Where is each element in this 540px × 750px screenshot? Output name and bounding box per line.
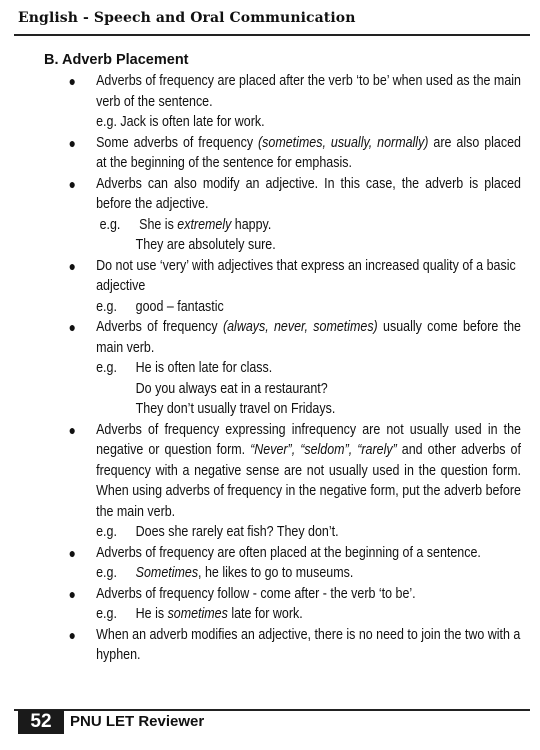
- list-item: [60, 543, 521, 584]
- example: [96, 604, 521, 625]
- header-divider: [14, 34, 530, 36]
- example-text: Jack is often late for work.: [120, 114, 265, 130]
- example: [96, 563, 521, 584]
- footer-divider: [14, 709, 530, 711]
- example: [96, 215, 521, 236]
- example-text: He is often late for class.: [135, 360, 273, 376]
- page-number: 52: [18, 710, 64, 734]
- example: [96, 358, 521, 379]
- footer-title: PNU LET Reviewer: [70, 713, 205, 730]
- example-text: She is: [139, 216, 178, 233]
- item-text: Adverbs of frequency are often placed at the beginning of a sentence.: [96, 544, 481, 561]
- item-text: [96, 133, 521, 174]
- example: [96, 112, 521, 133]
- example-text: , he likes to go to museums.: [198, 565, 354, 581]
- example-label: e.g.: [99, 216, 121, 233]
- list-item: [60, 584, 521, 625]
- example-text: good – fantastic: [135, 298, 224, 315]
- example-italic: sometimes: [167, 606, 228, 622]
- item-text-part: Adverbs of frequency expressing infrequency are not usually used in the negative or question form.: [96, 421, 521, 458]
- list-item: [60, 174, 521, 256]
- list-item: [60, 625, 521, 666]
- example-label: e.g.: [96, 114, 117, 130]
- item-text: Do not use ‘very’ with adjectives that express an increased quality of a basic adjective: [96, 257, 516, 294]
- item-text-italic: “Never”, “seldom”, “rarely”: [250, 442, 397, 458]
- item-text: Adverbs of frequency are placed after the verb ‘to be’ when used as the main verb of the sentence.: [96, 73, 521, 110]
- item-text-part: are also placed at the beginning of the sentence for emphasis.: [96, 134, 521, 171]
- bullet-icon: ●: [68, 421, 76, 438]
- list-item: [60, 133, 521, 174]
- item-text-part: usually come before the main verb.: [96, 319, 521, 356]
- example: [96, 297, 521, 318]
- example-continued: They are absolutely sure.: [135, 237, 276, 253]
- example-label: e.g.: [96, 524, 117, 540]
- item-text: Adverbs can also modify an adjective. In this case, the adverb is placed before the adjective.: [96, 175, 521, 212]
- item-text: [96, 317, 521, 358]
- list-item: [60, 420, 521, 543]
- list-item: [60, 256, 521, 318]
- example-text: He is: [135, 606, 168, 622]
- item-text: When an adverb modifies an adjective, there is no need to join the two with a hyphen.: [96, 626, 521, 663]
- header-title: English - Speech and Oral Communication: [18, 10, 356, 26]
- example-text: Does she rarely eat fish? They don’t.: [135, 524, 339, 540]
- item-text-part: Adverbs of frequency: [96, 319, 223, 335]
- bullet-icon: ●: [68, 319, 76, 335]
- bullet-icon: ●: [68, 73, 76, 89]
- example-italic: extremely: [177, 216, 232, 233]
- example-italic: Sometimes: [135, 565, 199, 581]
- bullet-icon: ●: [68, 626, 76, 643]
- item-text: Adverbs of frequency follow - come after - the verb ‘to be’.: [96, 585, 416, 602]
- item-text-part: and other adverbs of frequency with a negative sense are not usually used in the question form. When using adverbs of frequency in the negative form, put the adverb before the main verb.: [96, 442, 521, 520]
- list-item: [60, 317, 521, 420]
- example-text: happy.: [231, 216, 272, 233]
- example-continued: Do you always eat in a restaurant?: [135, 380, 328, 397]
- item-text-italic: (sometimes, usually, normally): [258, 134, 429, 151]
- example-label: e.g.: [96, 606, 117, 622]
- bullet-icon: ●: [68, 585, 76, 602]
- item-text-italic: (always, never, sometimes): [222, 319, 378, 335]
- example: [96, 522, 521, 543]
- item-text-part: Some adverbs of frequency: [96, 134, 259, 151]
- section-heading: B. Adverb Placement: [44, 52, 189, 68]
- example-label: e.g.: [96, 298, 117, 315]
- bullet-icon: ●: [68, 134, 76, 151]
- list-item: [60, 71, 521, 133]
- bullet-icon: ●: [68, 257, 76, 274]
- example-label: e.g.: [96, 565, 117, 581]
- bullet-icon: ●: [68, 544, 76, 561]
- example-continued: They don’t usually travel on Fridays.: [135, 401, 336, 417]
- item-text: [96, 420, 521, 523]
- example-text: late for work.: [227, 606, 303, 622]
- content-body: [60, 71, 521, 666]
- example-label: e.g.: [96, 360, 117, 376]
- bullet-icon: ●: [68, 175, 76, 192]
